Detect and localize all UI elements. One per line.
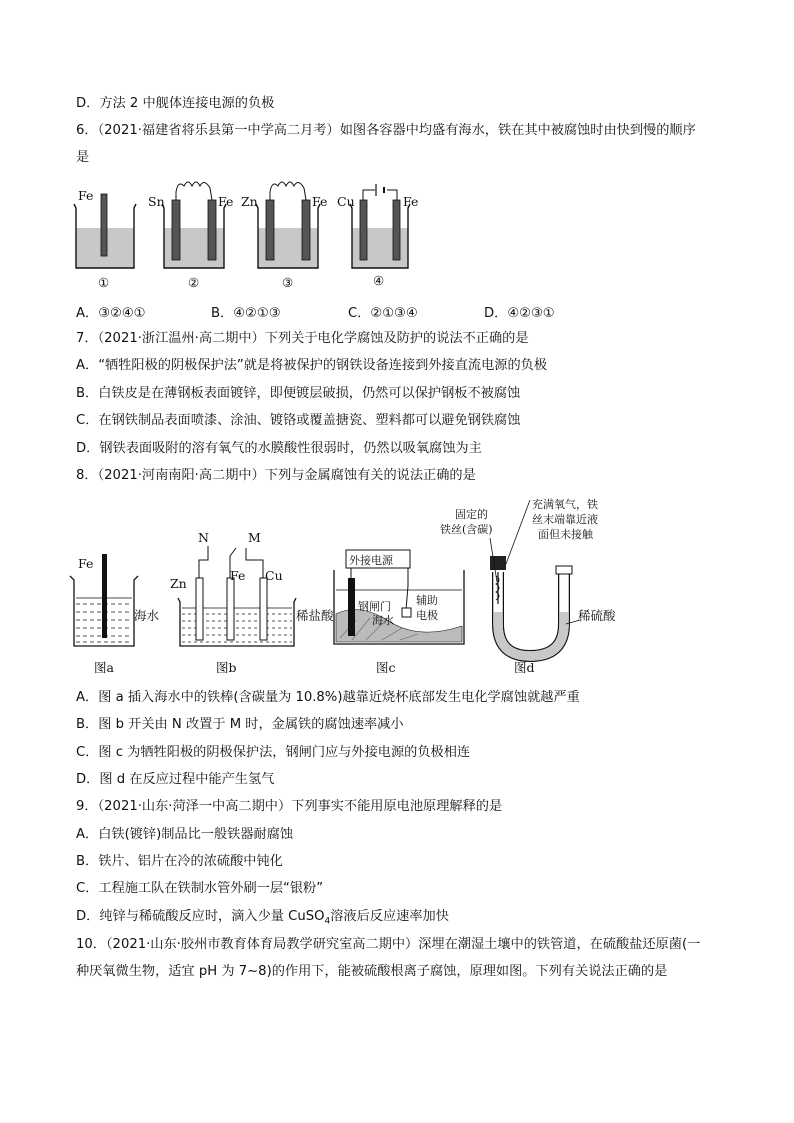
fig-b-acid-label: 稀盐酸 — [296, 608, 334, 623]
fe-label-1: Fe — [78, 188, 94, 203]
q7-option-c: C．在钢铁制品表面喷漆、涂油、镀铬或覆盖搪瓷、塑料都可以避免钢铁腐蚀 — [76, 413, 521, 428]
question-10-stem-cont: 种厌氧微生物，适宜 pH 为 7~8)的作用下，能被硫酸根离子腐蚀，原理如图。下列有关说法正确的是 — [76, 964, 668, 979]
cu-label: Cu — [337, 194, 355, 209]
q7-option-b: B．白铁皮是在薄钢板表面镀锌，即便镀层破损，仍然可以保护钢板不被腐蚀 — [76, 386, 521, 401]
beaker-1 — [74, 188, 136, 290]
q7-option-a: A．“牺牲阳极的阴极保护法”就是将被保护的钢铁设备连接到外接直流电源的负极 — [76, 358, 548, 373]
q6-option-c: C．②①③④ — [348, 306, 418, 321]
q9-option-d-text-end: 溶液后反应速率加快 — [330, 909, 449, 924]
fig-b-cu-label: Cu — [265, 568, 283, 583]
q9-option-a: A．白铁(镀锌)制品比一般铁器耐腐蚀 — [76, 827, 294, 842]
q6-option-a: A．③②④① — [76, 306, 146, 321]
q8-option-b: B．图 b 开关由 N 改置于 M 时，金属铁的腐蚀速率减小 — [76, 717, 404, 732]
beaker-number-3: ③ — [282, 275, 294, 290]
beaker-2 — [148, 182, 233, 290]
fig-b-caption: 图b — [216, 660, 237, 675]
question-8-stem: 8．（2021·河南南阳·高二期中）下列与金属腐蚀有关的说法正确的是 — [76, 468, 476, 483]
fig-d-wire-label-2: 铁丝(含碳) — [440, 523, 493, 536]
fig-b-m-label: M — [248, 530, 261, 545]
fig-d-oxygen-label-2: 丝末端靠近液 — [532, 513, 598, 526]
question-10-stem: 10．（2021·山东·胶州市教育体育局教学研究室高二期中）深埋在潮湿土壤中的铁管道，在硫酸盐还原菌(一 — [76, 937, 701, 952]
q9-option-b: B．铁片、铝片在冷的浓硫酸中钝化 — [76, 854, 283, 869]
q9-option-d-text: D．纯锌与稀硫酸反应时，滴入少量 CuSO — [76, 909, 325, 924]
q8-option-d: D．图 d 在反应过程中能产生氢气 — [76, 772, 275, 787]
q6-option-d: D．④②③① — [484, 306, 555, 321]
q6-figure — [60, 176, 440, 294]
fig-d-acid-label: 稀硫酸 — [578, 608, 616, 623]
fig-a-seawater-label: 海水 — [134, 608, 160, 623]
option-d-q5: D．方法 2 中舰体连接电源的负极 — [76, 96, 275, 111]
fig-c — [334, 550, 464, 675]
fig-c-gate-label: 钢闸门 — [358, 600, 391, 613]
q9-option-c: C．工程施工队在铁制水管外刷一层“银粉” — [76, 881, 324, 896]
fig-d — [440, 497, 616, 675]
zn-label: Zn — [241, 194, 258, 209]
q7-option-d: D．钢铁表面吸附的溶有氧气的水膜酸性很弱时，仍然以吸氧腐蚀为主 — [76, 441, 482, 456]
fig-b-fe-label: Fe — [230, 568, 246, 583]
fig-d-caption: 图d — [514, 660, 535, 675]
q9-option-d — [76, 908, 449, 931]
q8-option-c: C．图 c 为牺牲阳极的阴极保护法，钢闸门应与外接电源的负极相连 — [76, 745, 471, 760]
beaker-3 — [241, 182, 327, 290]
question-6-stem-cont: 是 — [76, 150, 90, 165]
beaker-number-1: ① — [98, 275, 110, 290]
question-9-stem: 9．（2021·山东·菏泽一中高二期中）下列事实不能用原电池原理解释的是 — [76, 799, 503, 814]
beaker-number-4: ④ — [373, 273, 385, 288]
question-6-stem: 6．（2021·福建省将乐县第一中学高二月考）如图各容器中均盛有海水，铁在其中被腐蚀时由快到慢的顺序 — [76, 123, 696, 138]
fig-c-water-label: 海水 — [372, 614, 394, 627]
fig-a-caption: 图a — [94, 660, 114, 675]
fig-a-fe-label: Fe — [78, 556, 94, 571]
fe-label-4: Fe — [403, 194, 419, 209]
fig-a — [70, 554, 160, 675]
fe-label-2: Fe — [218, 194, 234, 209]
q8-figure — [60, 494, 680, 680]
q9-option-d-subscript: 4 — [324, 916, 331, 927]
sn-label: Sn — [148, 194, 165, 209]
question-7-stem: 7．（2021·浙江温州·高二期中）下列关于电化学腐蚀及防护的说法不正确的是 — [76, 331, 529, 346]
fig-b-zn-label: Zn — [170, 576, 187, 591]
q8-option-a: A．图 a 插入海水中的铁棒(含碳量为 10.8%)越靠近烧杯底部发生电化学腐蚀就越严重 — [76, 690, 580, 705]
fig-d-wire-label-1: 固定的 — [455, 508, 488, 521]
fig-b-n-label: N — [198, 530, 209, 545]
fig-b — [170, 530, 334, 675]
beaker-number-2: ② — [188, 275, 200, 290]
q6-option-b: B．④②①③ — [211, 306, 281, 321]
fig-c-aux-label-1: 辅助 — [416, 594, 438, 607]
fig-c-power-label: 外接电源 — [349, 554, 393, 567]
beaker-4 — [337, 184, 418, 288]
fig-d-oxygen-label-3: 面但未接触 — [538, 528, 593, 541]
fig-d-oxygen-label-1: 充满氧气，铁 — [532, 498, 598, 511]
fe-label-3: Fe — [312, 194, 328, 209]
fig-c-aux-label-2: 电极 — [416, 609, 438, 622]
fig-c-caption: 图c — [376, 660, 396, 675]
